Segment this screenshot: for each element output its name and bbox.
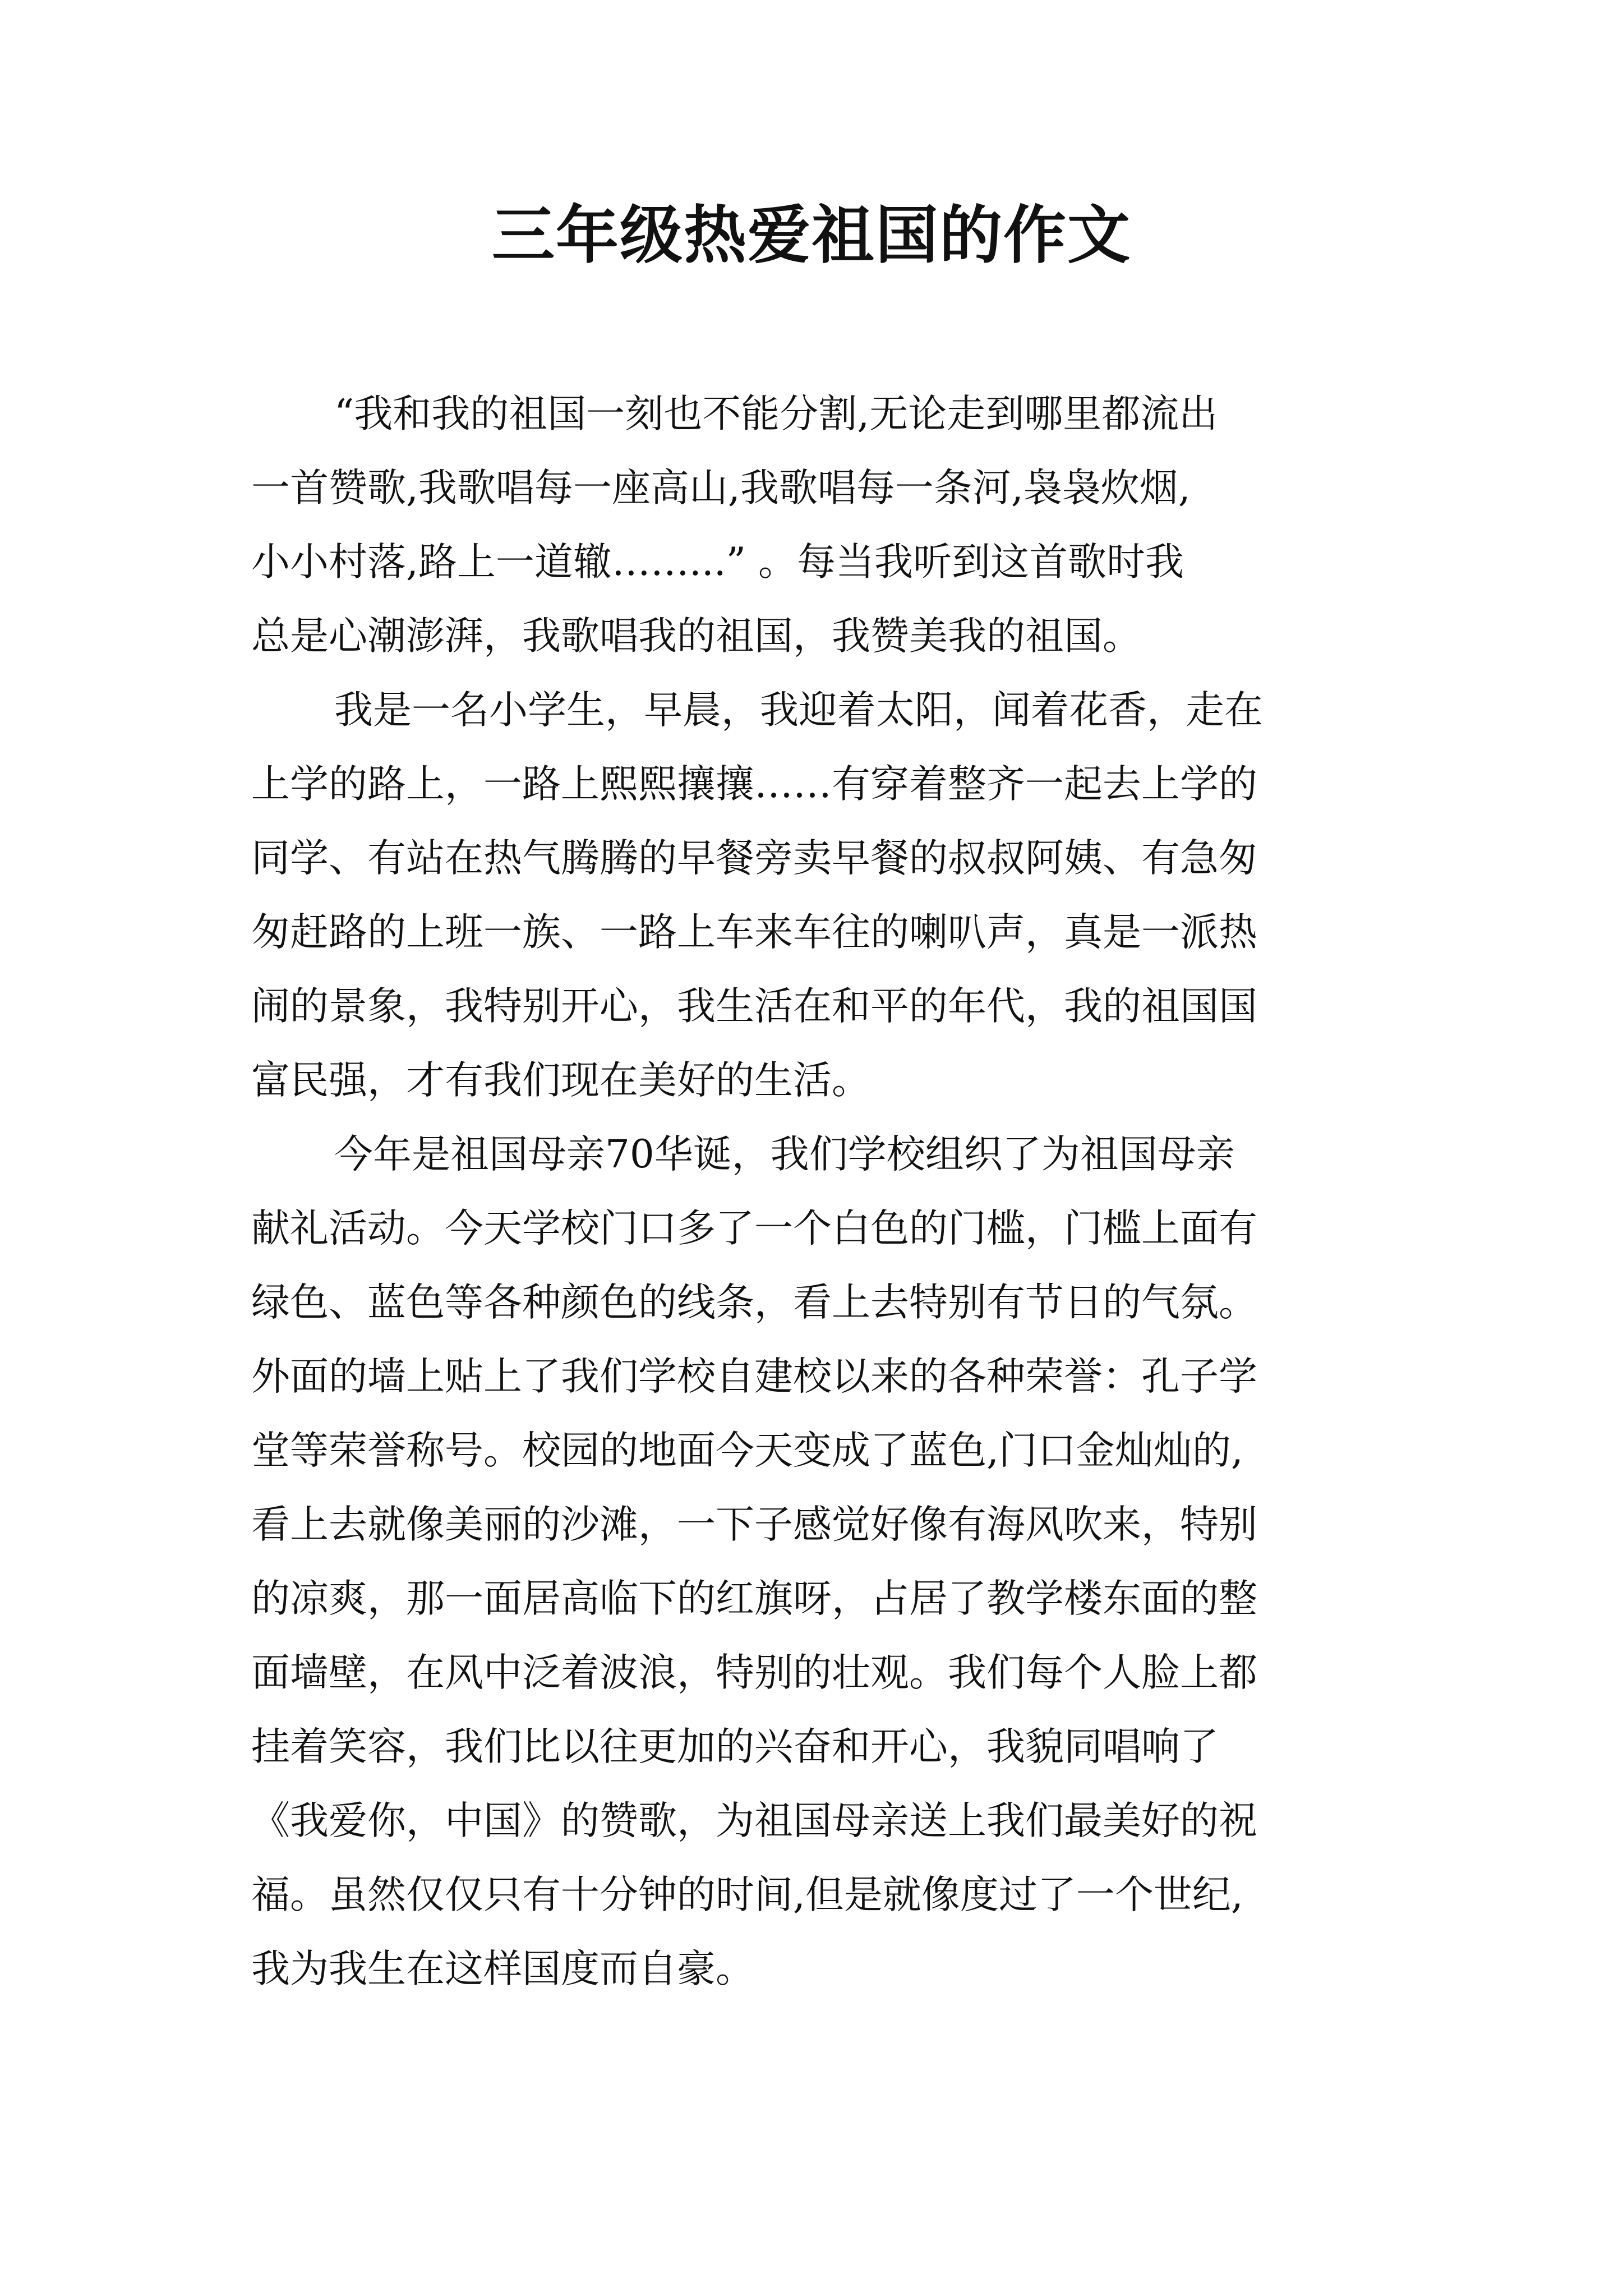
- paragraph-line: 的凉爽，那一面居高临下的红旗呀，占居了教学楼东面的整: [251, 1576, 1257, 1621]
- paragraph-line: 小小村落,路上一道辙……...” 。每当我听到这首歌时我: [251, 540, 1184, 585]
- paragraph-line: 我是一名小学生，早晨，我迎着太阳，闻着花香，走在: [334, 688, 1263, 733]
- paragraph-line: 我为我生在这样国度而自豪。: [251, 1947, 754, 1991]
- paragraph-line: 闹的景象，我特别开心，我生活在和平的年代，我的祖国国: [251, 984, 1257, 1029]
- document-title: 三年级热爱祖国的作文: [492, 199, 1131, 272]
- paragraph-line: 匆赶路的上班一族、一路上车来车往的喇叭声，真是一派热: [251, 910, 1257, 955]
- paragraph-line: 看上去就像美丽的沙滩，一下子感觉好像有海风吹来，特别: [251, 1502, 1257, 1547]
- paragraph-line: 外面的墙上贴上了我们学校自建校以来的各种荣誉：孔子学: [251, 1354, 1257, 1399]
- paragraph-line: 同学、有站在热气腾腾的早餐旁卖早餐的叔叔阿姨、有急匆: [251, 836, 1257, 881]
- paragraph-line: 今年是祖国母亲70华诞，我们学校组织了为祖国母亲: [334, 1132, 1235, 1177]
- paragraph-line: 富民强，才有我们现在美好的生活。: [251, 1058, 870, 1103]
- paragraph-line: 挂着笑容，我们比以往更加的兴奋和开心，我貌同唱响了: [251, 1724, 1219, 1769]
- paragraph-line: 《我爱你，中国》的赞歌，为祖国母亲送上我们最美好的祝: [251, 1798, 1257, 1843]
- paragraph-line: 总是心潮澎湃，我歌唱我的祖国，我赞美我的祖国。: [251, 614, 1141, 659]
- paragraph-line: 福。虽然仅仅只有十分钟的时间,但是就像度过了一个世纪,: [251, 1872, 1243, 1917]
- paragraph-line: 面墙壁，在风中泛着波浪，特别的壮观。我们每个人脸上都: [251, 1650, 1257, 1695]
- paragraph-line: 堂等荣誉称号。校园的地面今天变成了蓝色,门口金灿灿的,: [251, 1428, 1243, 1473]
- paragraph-line: 献礼活动。今天学校门口多了一个白色的门槛，门槛上面有: [251, 1206, 1257, 1251]
- document-body: [251, 377, 1395, 2006]
- paragraph-line: “我和我的祖国一刻也不能分割,无论走到哪里都流出: [334, 392, 1218, 436]
- paragraph-line: 一首赞歌,我歌唱每一座高山,我歌唱每一条河,袅袅炊烟,: [251, 466, 1191, 510]
- paragraph-line: 绿色、蓝色等各种颜色的线条，看上去特别有节日的气氛。: [251, 1280, 1257, 1325]
- paragraph-line: 上学的路上，一路上熙熙攘攘……有穿着整齐一起去上学的: [251, 762, 1257, 807]
